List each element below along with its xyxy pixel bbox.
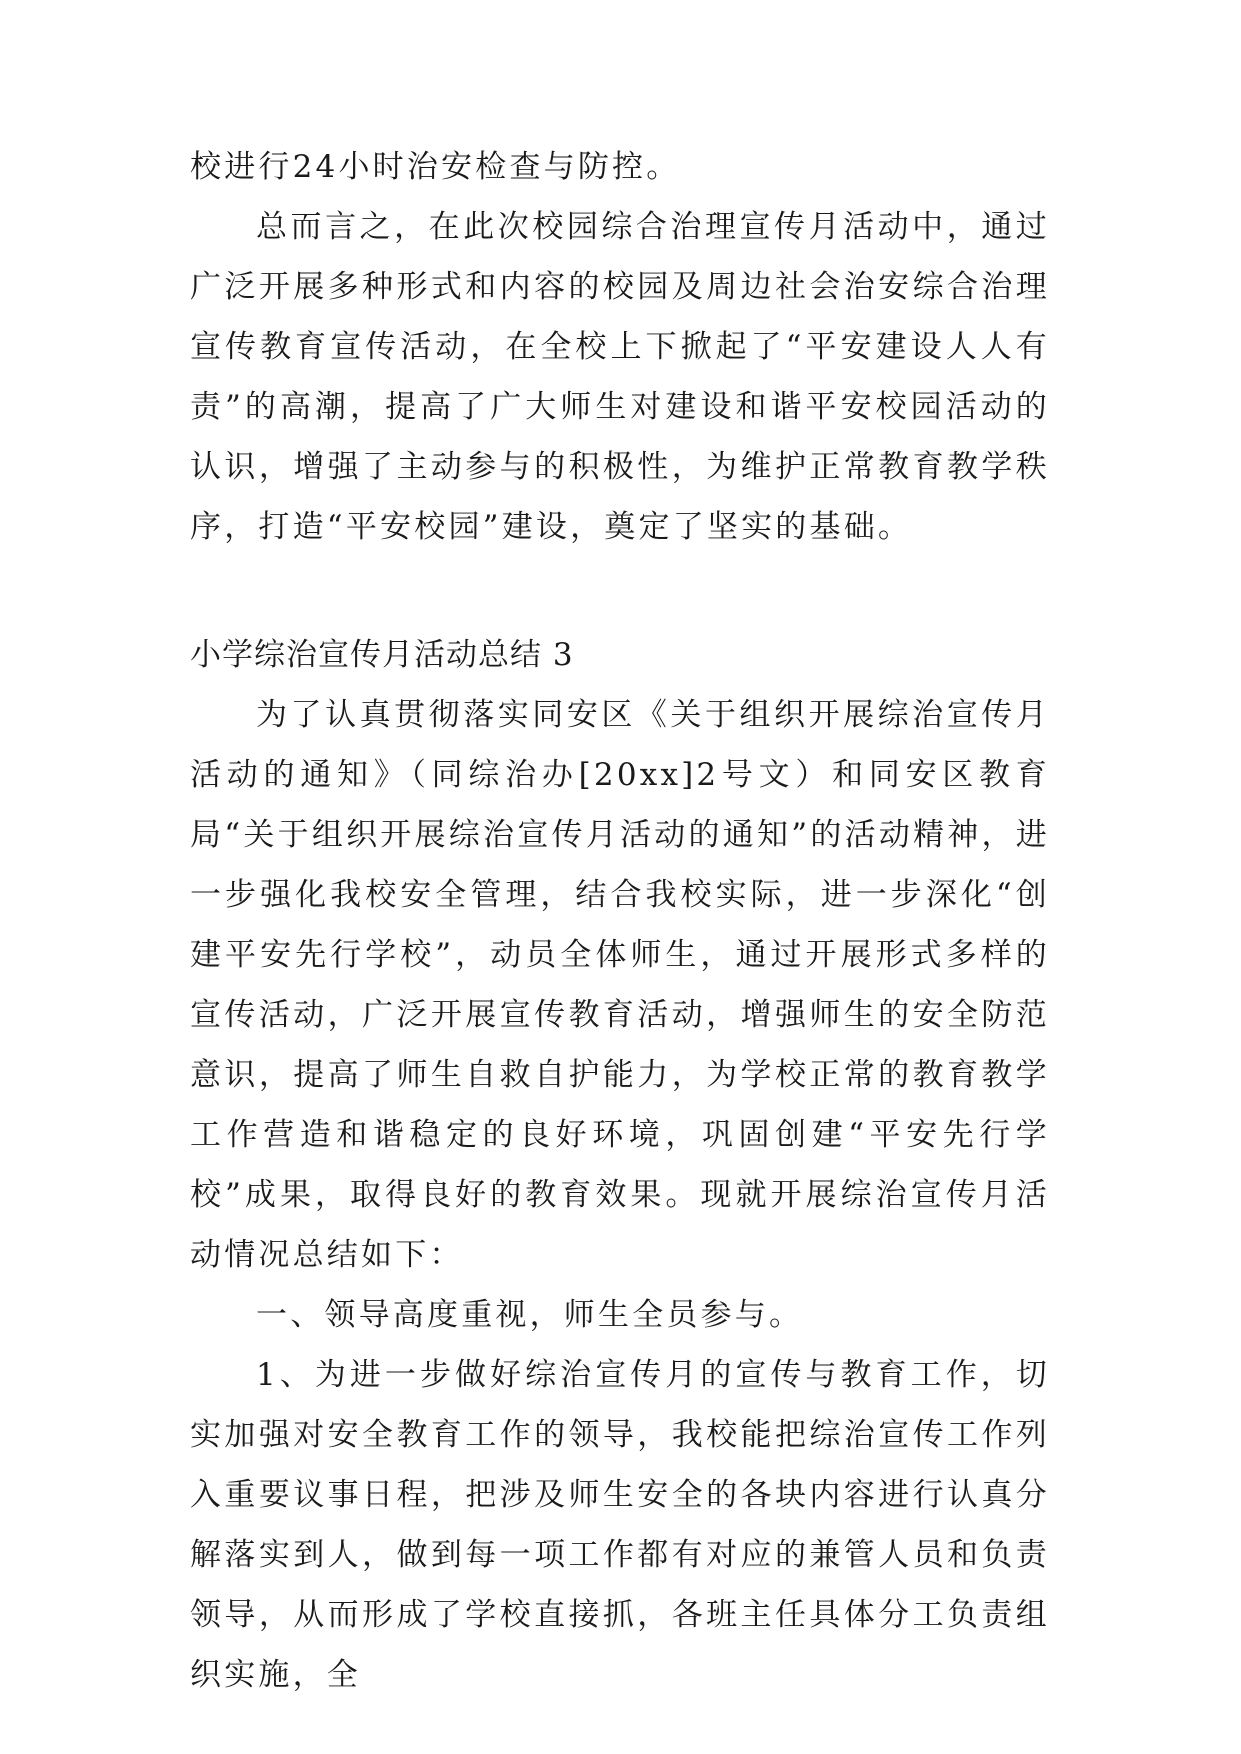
section-heading: 小学综治宣传月活动总结 3: [190, 637, 574, 673]
paragraph-conclusion: 总而言之，在此次校园综合治理宣传月活动中，通过广泛开展多种形式和内容的校园及周边社会治安综合治理宣传教育宣传活动，在全校上下掀起了“平安建设人人有责”的高潮，提高了广大师生对建设和谐平安校园活动的认识，增强了主动参与的积极性，为维护正常教育教学秩序，打造“平安校园”建设，奠定了坚实的基础。: [190, 209, 1050, 545]
section-b: [190, 685, 1050, 1705]
paragraph-item-1: 1、为进一步做好综治宣传月的宣传与教育工作，切实加强对安全教育工作的领导，我校能把综治宣传工作列入重要议事日程，把涉及师生安全的各块内容进行认真分解落实到人，做到每一项工作都有对应的兼管人员和负责领导，从而形成了学校直接抓，各班主任具体分工负责组织实施，全: [190, 1357, 1050, 1693]
paragraph-continuation: 校进行24小时治安检查与防控。: [190, 149, 681, 185]
section-a: [190, 137, 1050, 557]
paragraph-subheading: 一、领导高度重视，师生全员参与。: [256, 1297, 804, 1333]
paragraph-intro: 为了认真贯彻落实同安区《关于组织开展综治宣传月活动的通知》（同综治办[20xx]2号文）和同安区教育局“关于组织开展综治宣传月活动的通知”的活动精神，进一步强化我校安全管理，结合我校实际，进一步深化“创建平安先行学校”，动员全体师生，通过开展形式多样的宣传活动，广泛开展宣传教育活动，增强师生的安全防范意识，提高了师生自救自护能力，为学校正常的教育教学工作营造和谐稳定的良好环境，巩固创建“平安先行学校”成果，取得良好的教育效果。现就开展综治宣传月活动情况总结如下：: [190, 697, 1050, 1273]
